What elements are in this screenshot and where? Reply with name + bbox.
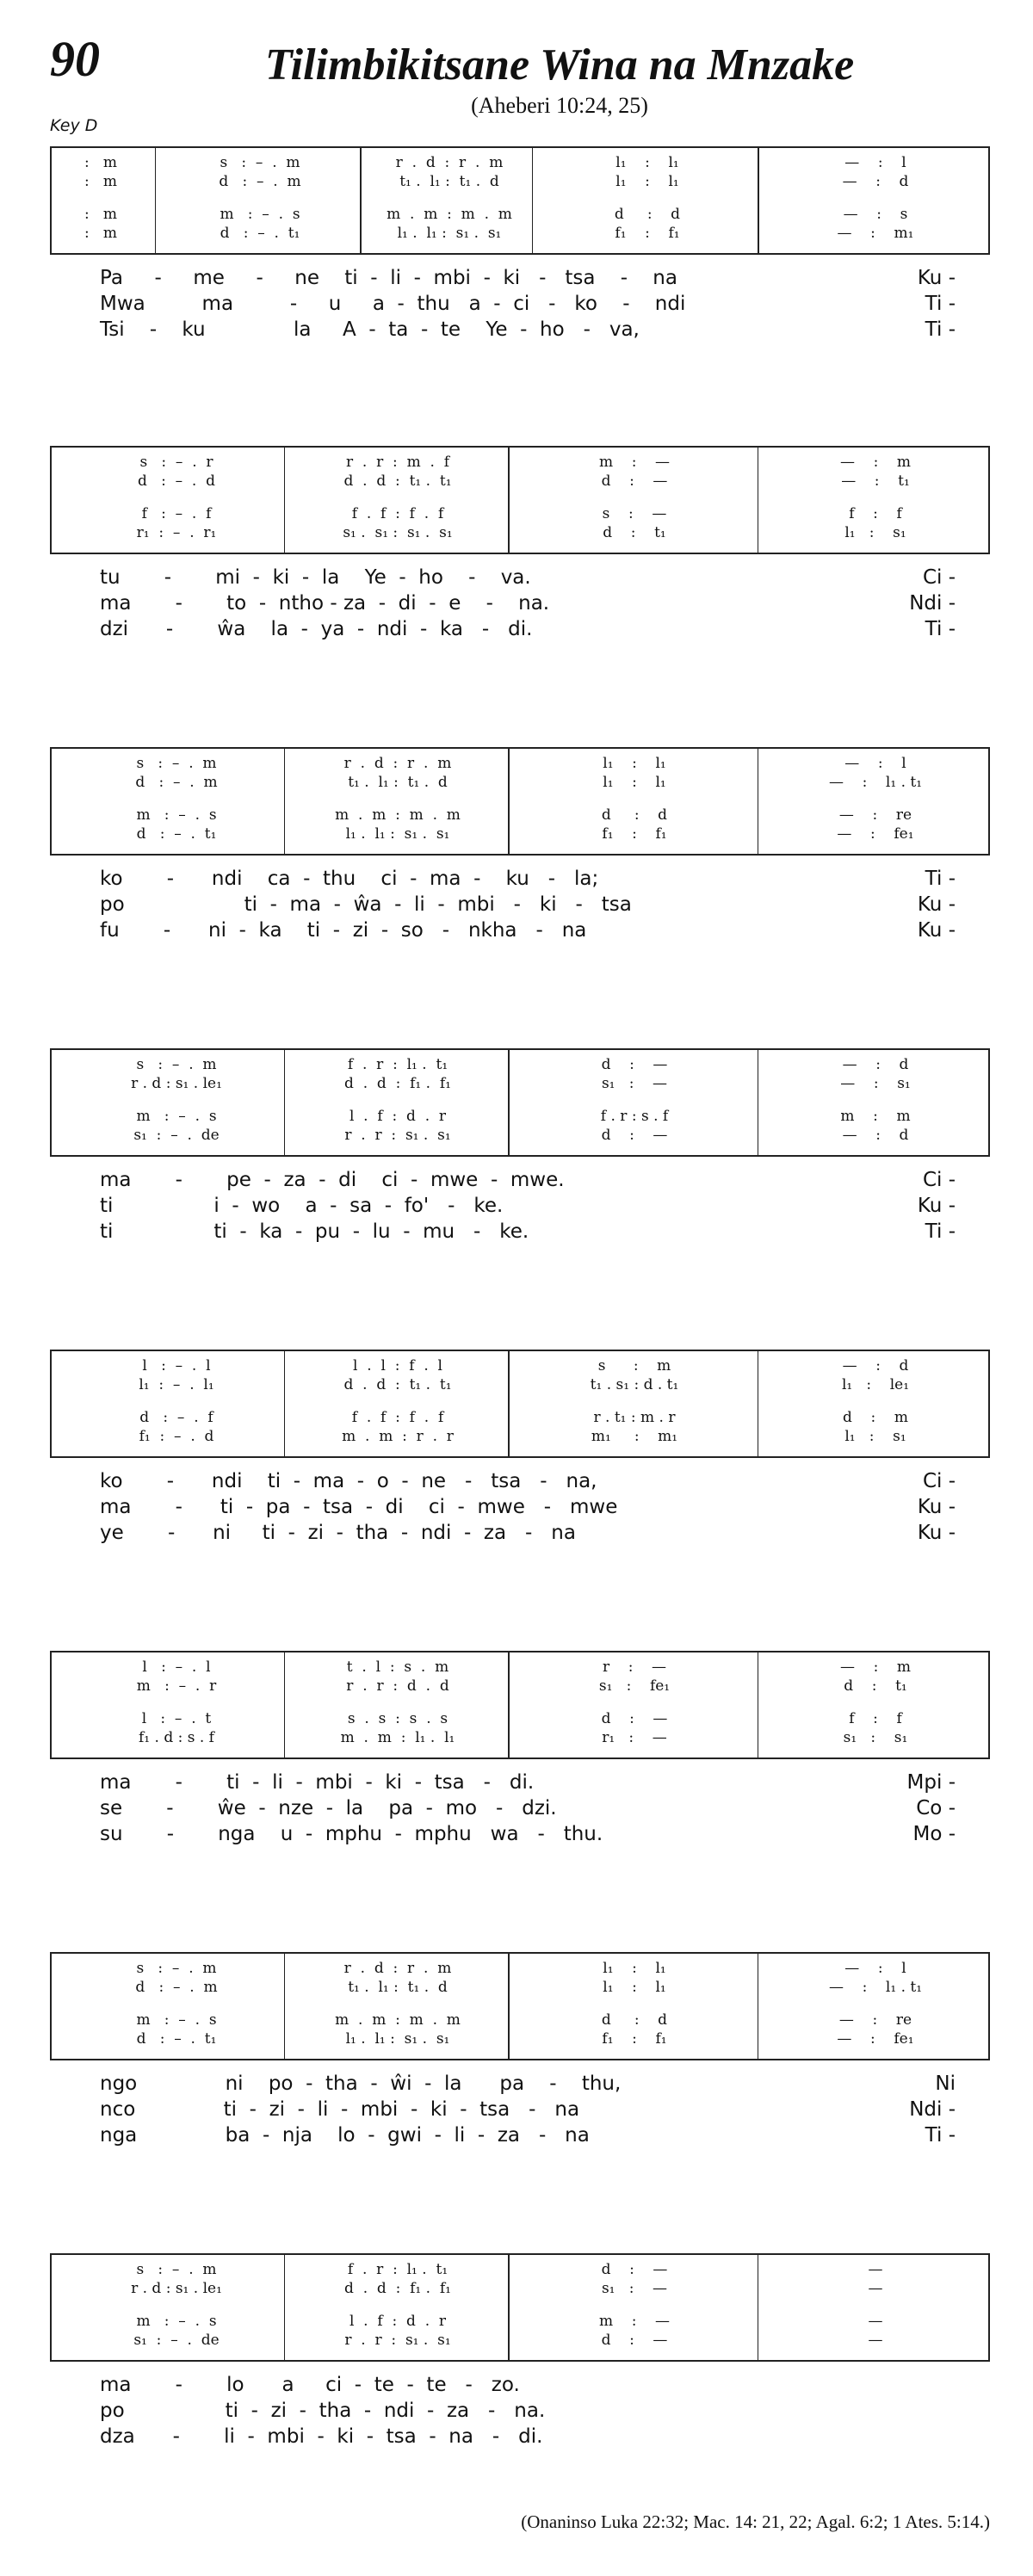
solfa-measure: — : l — [844, 1960, 906, 1977]
lyric-line — [50, 2398, 990, 2424]
lyric-pickup: Ni — [935, 2073, 956, 2095]
solfa-measure: — : fe₁ — [837, 2030, 914, 2048]
solfa-measure: m . m : m . m — [335, 2011, 461, 2029]
solfa-score — [50, 1952, 990, 2060]
solfa-measure: l . f : d . r — [349, 1108, 447, 1125]
lyric-text: ko - ndi ca - thu ci - ma - ku - la; — [100, 868, 599, 890]
lyrics-block — [50, 1770, 990, 1847]
solfa-measure: t₁ . l₁ : t₁ . d — [348, 1979, 448, 1996]
solfa-measure: m . m : m . m — [335, 806, 461, 824]
lyric-pickup: Ti - — [925, 318, 956, 341]
solfa-measure: f₁ . d : s . f — [139, 1729, 214, 1746]
voice-row — [52, 1107, 988, 1126]
voice-row — [52, 1055, 988, 1074]
solfa-measure: d : t₁ — [844, 1677, 907, 1695]
solfa-measure: r . r : d . d — [346, 1677, 449, 1695]
solfa-score — [50, 446, 990, 554]
solfa-measure: — : m — [839, 454, 912, 471]
solfa-measure: s₁ : – . de — [133, 2332, 220, 2349]
solfa-measure: d : m — [843, 1409, 908, 1426]
lyric-text: ye - ni ti - zi - tha - ndi - za - na — [100, 1522, 576, 1544]
lyric-pickup: Ci - — [922, 1169, 956, 1191]
solfa-measure: : m — [84, 225, 118, 242]
solfa-measure: f₁ : f₁ — [602, 825, 667, 843]
solfa-measure: f . f : f . f — [351, 505, 444, 522]
solfa-measure: l₁ : l₁ — [603, 774, 666, 791]
lyric-pickup: Ti - — [925, 868, 956, 890]
solfa-measure: — : l₁ . t₁ — [828, 1979, 923, 1996]
solfa-measure: — : m — [839, 1659, 912, 1676]
solfa-measure: s₁ : s₁ — [843, 1729, 908, 1746]
lyric-line — [50, 2424, 990, 2449]
solfa-measure: d : d — [601, 806, 668, 824]
solfa-measure: f . r : l₁ . t₁ — [347, 2261, 448, 2278]
lyric-pickup: Ti - — [925, 293, 956, 315]
lyric-text: fu - ni - ka ti - zi - so - nkha - na — [100, 919, 587, 942]
voice-row — [52, 153, 988, 172]
lyric-text: dza - li - mbi - ki - tsa - na - di. — [100, 2425, 543, 2448]
lyrics-block — [50, 265, 990, 343]
lyric-text: ma - pe - za - di ci - mwe - mwe. — [100, 1169, 565, 1191]
solfa-measure: — : l — [844, 755, 906, 772]
lyric-pickup: Ti - — [925, 1220, 956, 1243]
key-signature: Key D — [50, 116, 98, 135]
solfa-measure: d : – . f — [139, 1409, 213, 1426]
solfa-measure: s : – . m — [136, 1056, 217, 1073]
lyric-pickup: Ku - — [917, 1522, 956, 1544]
solfa-measure: t₁ . l₁ : t₁ . d — [348, 774, 448, 791]
solfa-measure: — — [868, 2313, 883, 2330]
solfa-measure: l₁ . l₁ : s₁ . s₁ — [345, 825, 450, 843]
solfa-measure: l₁ : l₁ — [615, 173, 679, 190]
solfa-score — [50, 1048, 990, 1157]
lyric-text: tu - mi - ki - la Ye - ho - va. — [100, 566, 531, 589]
lyric-pickup: Ndi - — [909, 2098, 956, 2121]
voice-row — [52, 1658, 988, 1677]
lyric-text: po ti - zi - tha - ndi - za - na. — [100, 2400, 546, 2422]
solfa-measure: d : — — [601, 1056, 668, 1073]
solfa-measure: f : f — [849, 505, 902, 522]
voice-row — [52, 1408, 988, 1427]
solfa-measure: l₁ : s₁ — [844, 1428, 906, 1445]
music-system-3 — [50, 747, 990, 943]
lyric-text: nga ba - nja lo - gwi - li - za - na — [100, 2124, 590, 2147]
solfa-measure: r . d : r . m — [343, 755, 452, 772]
solfa-measure: l₁ . l₁ : s₁ . s₁ — [397, 225, 502, 242]
solfa-measure: t₁ . s₁ : d . t₁ — [590, 1376, 679, 1393]
solfa-measure: f₁ : f₁ — [602, 2030, 667, 2048]
solfa-measure: f . r : l₁ . t₁ — [347, 1056, 448, 1073]
solfa-measure: l . f : d . r — [349, 2313, 447, 2330]
solfa-measure: r . t₁ : m . r — [593, 1409, 676, 1426]
lyric-pickup: Ndi - — [909, 592, 956, 615]
solfa-measure: l . l : f . l — [353, 1357, 442, 1374]
lyric-pickup: Mo - — [912, 1823, 956, 1845]
solfa-measure: d : – . m — [219, 173, 301, 190]
lyric-pickup: Ku - — [917, 267, 956, 289]
lyric-text: Pa - me - ne ti - li - mbi - ki - tsa - na — [100, 267, 677, 289]
lyric-line — [50, 616, 990, 642]
lyric-pickup: Ku - — [917, 1496, 956, 1518]
lyric-text: ma - lo a ci - te - te - zo. — [100, 2374, 520, 2396]
voice-row — [52, 1375, 988, 1394]
solfa-measure: m : – . s — [136, 2313, 217, 2330]
music-system-4 — [50, 1048, 990, 1245]
lyric-pickup: Ti - — [925, 2124, 956, 2147]
solfa-measure: s₁ . s₁ : s₁ . s₁ — [343, 524, 453, 541]
lyric-pickup: Ti - — [925, 618, 956, 640]
cross-references: (Onaninso Luka 22:32; Mac. 14: 21, 22; Agal. 6:2; 1 Ates. 5:14.) — [521, 2511, 990, 2532]
lyric-text: dzi - ŵa la - ya - ndi - ka - di. — [100, 618, 533, 640]
lyric-line — [50, 291, 990, 317]
solfa-measure: s : – . m — [220, 154, 300, 171]
lyric-line — [50, 2372, 990, 2398]
solfa-measure: r . r : s₁ . s₁ — [344, 1127, 451, 1144]
solfa-measure: d . d : t₁ . t₁ — [343, 473, 452, 490]
solfa-measure: m : — — [598, 454, 671, 471]
solfa-measure: s : – . r — [139, 454, 213, 471]
solfa-measure: r : — — [602, 1659, 667, 1676]
voice-row — [52, 1126, 988, 1145]
lyric-line — [50, 1167, 990, 1193]
solfa-measure: — : s₁ — [840, 1075, 911, 1092]
voice-row — [52, 504, 988, 523]
solfa-measure: : m — [84, 206, 118, 223]
solfa-measure: m : – . s — [136, 1108, 217, 1125]
music-system-1 — [50, 146, 990, 343]
voice-row — [52, 453, 988, 472]
voice-row — [52, 1728, 988, 1747]
voice-row — [52, 825, 988, 843]
solfa-measure: d : — — [601, 2332, 668, 2349]
solfa-measure: — — [868, 2280, 883, 2297]
solfa-measure: — — [868, 2261, 883, 2278]
solfa-measure: t . l : s . m — [346, 1659, 449, 1676]
voice-row — [52, 2260, 988, 2279]
solfa-measure: m . m : r . r — [342, 1428, 454, 1445]
lyric-pickup: Mpi - — [906, 1771, 956, 1794]
solfa-measure: m : — — [598, 2313, 671, 2330]
voice-row — [52, 1959, 988, 1978]
lyric-line — [50, 590, 990, 616]
solfa-measure: d : – . d — [137, 473, 216, 490]
lyric-text: ngo ni po - tha - ŵi - la pa - thu, — [100, 2073, 622, 2095]
solfa-measure: l : – . t — [141, 1710, 212, 1727]
lyric-text: nco ti - zi - li - mbi - ki - tsa - na — [100, 2098, 580, 2121]
solfa-measure: f₁ : f₁ — [615, 225, 680, 242]
solfa-measure: d : – . t₁ — [136, 825, 217, 843]
solfa-measure: r . r : s₁ . s₁ — [344, 2332, 451, 2349]
solfa-measure: — — [868, 2332, 883, 2349]
solfa-measure: f . f : f . f — [351, 1409, 444, 1426]
lyric-line — [50, 1770, 990, 1795]
solfa-measure: s₁ : — — [601, 1075, 668, 1092]
solfa-measure: m : – . r — [136, 1677, 217, 1695]
voice-row — [52, 754, 988, 773]
solfa-measure: — : s — [843, 206, 908, 223]
solfa-measure: m . m : l₁ . l₁ — [340, 1729, 455, 1746]
lyric-pickup: Co - — [916, 1797, 956, 1819]
voice-row — [52, 2331, 988, 2350]
solfa-measure: m : – . s — [220, 206, 300, 223]
solfa-measure: l : – . l — [142, 1357, 211, 1374]
solfa-measure: l : – . l — [142, 1659, 211, 1676]
voice-row — [52, 1978, 988, 1997]
solfa-measure: : m — [84, 154, 118, 171]
solfa-measure: — : d — [842, 1357, 909, 1374]
lyrics-block — [50, 1468, 990, 1546]
lyric-line — [50, 1219, 990, 1245]
solfa-measure: d . d : f₁ . f₁ — [344, 2280, 451, 2297]
lyric-line — [50, 1468, 990, 1494]
solfa-measure: d : – . m — [135, 774, 218, 791]
lyric-pickup: Ku - — [917, 919, 956, 942]
scripture-reference: (Aheberi 10:24, 25) — [471, 93, 648, 118]
lyric-line — [50, 1795, 990, 1821]
solfa-measure: f . r : s . f — [600, 1108, 669, 1125]
lyric-line — [50, 2122, 990, 2148]
solfa-measure: — : d — [842, 1127, 909, 1144]
solfa-measure: d : — — [601, 473, 668, 490]
lyric-text: ma - ti - li - mbi - ki - tsa - di. — [100, 1771, 535, 1794]
music-system-7 — [50, 1952, 990, 2148]
solfa-measure: m : – . s — [136, 2011, 217, 2029]
voice-row — [52, 1427, 988, 1446]
music-system-5 — [50, 1350, 990, 1546]
lyric-text: ko - ndi ti - ma - o - ne - tsa - na, — [100, 1470, 597, 1492]
solfa-measure: f₁ : – . d — [139, 1428, 214, 1445]
solfa-measure: s₁ : — — [601, 2280, 668, 2297]
solfa-measure: d : – . t₁ — [136, 2030, 217, 2048]
voice-row — [52, 472, 988, 491]
lyric-pickup: Ci - — [922, 566, 956, 589]
lyric-pickup: Ci - — [922, 1470, 956, 1492]
music-system-8 — [50, 2253, 990, 2449]
solfa-measure: — : t₁ — [841, 473, 910, 490]
solfa-measure: d : d — [614, 206, 681, 223]
solfa-measure: r₁ : — — [602, 1729, 667, 1746]
solfa-measure: : m — [84, 173, 118, 190]
solfa-measure: d : d — [601, 2011, 668, 2029]
solfa-measure: l₁ : – . l₁ — [139, 1376, 214, 1393]
music-system-2 — [50, 446, 990, 642]
solfa-measure: f : f — [849, 1710, 902, 1727]
lyric-line — [50, 1821, 990, 1847]
voice-row — [52, 205, 988, 224]
solfa-measure: d : t₁ — [603, 524, 666, 541]
lyric-pickup: Ku - — [917, 1195, 956, 1217]
solfa-measure: l₁ : le₁ — [841, 1376, 910, 1393]
voice-row — [52, 2011, 988, 2029]
solfa-measure: r . d : r . m — [343, 1960, 452, 1977]
solfa-measure: m₁ : m₁ — [591, 1428, 678, 1445]
lyrics-block — [50, 1167, 990, 1245]
solfa-measure: r . r : m . f — [345, 454, 450, 471]
voice-row — [52, 523, 988, 542]
music-system-6 — [50, 1651, 990, 1847]
hymn-number: 90 — [50, 31, 100, 87]
lyric-text: ma - to - ntho - za - di - e - na. — [100, 592, 550, 615]
lyric-text: ti ti - ka - pu - lu - mu - ke. — [100, 1220, 529, 1243]
solfa-measure: r . d : s₁ . le₁ — [131, 2280, 222, 2297]
solfa-measure: — : l₁ . t₁ — [828, 774, 923, 791]
voice-row — [52, 224, 988, 243]
solfa-measure: d : – . t₁ — [220, 225, 300, 242]
lyric-text: Mwa ma - u a - thu a - ci - ko - ndi — [100, 293, 686, 315]
solfa-measure: d : — — [601, 2261, 668, 2278]
solfa-measure: — : l — [844, 154, 906, 171]
solfa-score — [50, 747, 990, 856]
voice-row — [52, 2029, 988, 2048]
lyric-line — [50, 1494, 990, 1520]
voice-row — [52, 172, 988, 191]
solfa-measure: d : – . m — [135, 1979, 218, 1996]
lyric-line — [50, 892, 990, 917]
solfa-measure: r . d : r . m — [395, 154, 504, 171]
solfa-score — [50, 1651, 990, 1759]
voice-row — [52, 2279, 988, 2298]
solfa-measure: m : – . s — [136, 806, 217, 824]
solfa-measure: — : d — [842, 1056, 909, 1073]
solfa-measure: m : m — [840, 1108, 911, 1125]
lyric-line — [50, 1520, 990, 1546]
lyric-text: se - ŵe - nze - la pa - mo - dzi. — [100, 1797, 557, 1819]
solfa-measure: r₁ : – . r₁ — [136, 524, 217, 541]
voice-row — [52, 1074, 988, 1093]
solfa-measure: s : — — [602, 505, 667, 522]
lyric-text: po ti - ma - ŵa - li - mbi - ki - tsa — [100, 893, 632, 916]
solfa-score — [50, 146, 990, 255]
solfa-measure: s : m — [597, 1357, 671, 1374]
lyrics-block — [50, 2372, 990, 2449]
hymn-title: Tilimbikitsane Wina na Mnzake — [264, 40, 855, 90]
solfa-measure: m . m : m . m — [387, 206, 512, 223]
voice-row — [52, 806, 988, 825]
voice-row — [52, 2312, 988, 2331]
voice-row — [52, 1356, 988, 1375]
lyric-line — [50, 866, 990, 892]
solfa-score — [50, 2253, 990, 2362]
solfa-measure: l₁ : l₁ — [603, 1979, 666, 1996]
solfa-measure: s₁ : – . de — [133, 1127, 220, 1144]
solfa-measure: — : d — [842, 173, 909, 190]
lyric-line — [50, 2071, 990, 2097]
voice-row — [52, 1709, 988, 1728]
lyric-text: Tsi - ku la A - ta - te Ye - ho - va, — [100, 318, 640, 341]
lyric-text: ti i - wo a - sa - fo' - ke. — [100, 1195, 504, 1217]
solfa-measure: — : re — [838, 806, 912, 824]
solfa-measure: l₁ . l₁ : s₁ . s₁ — [345, 2030, 450, 2048]
lyrics-block — [50, 866, 990, 943]
solfa-measure: d : — — [601, 1710, 668, 1727]
solfa-measure: d . d : f₁ . f₁ — [344, 1075, 451, 1092]
solfa-measure: l₁ : s₁ — [844, 524, 906, 541]
solfa-measure: d . d : t₁ . t₁ — [343, 1376, 452, 1393]
solfa-measure: l₁ : l₁ — [603, 755, 666, 772]
lyrics-block — [50, 565, 990, 642]
solfa-measure: f : – . f — [141, 505, 212, 522]
lyric-line — [50, 2097, 990, 2122]
lyric-line — [50, 917, 990, 943]
solfa-measure: r . d : s₁ . le₁ — [131, 1075, 222, 1092]
lyric-line — [50, 265, 990, 291]
lyric-text: ma - ti - pa - tsa - di ci - mwe - mwe — [100, 1496, 618, 1518]
solfa-score — [50, 1350, 990, 1458]
lyric-line — [50, 565, 990, 590]
solfa-measure: d : — — [601, 1127, 668, 1144]
solfa-measure: s : – . m — [136, 755, 217, 772]
solfa-measure: s . s : s . s — [347, 1710, 448, 1727]
lyric-line — [50, 1193, 990, 1219]
voice-row — [52, 1677, 988, 1696]
solfa-measure: s₁ : fe₁ — [598, 1677, 671, 1695]
solfa-measure: s : – . m — [136, 2261, 217, 2278]
solfa-measure: s : – . m — [136, 1960, 217, 1977]
lyrics-block — [50, 2071, 990, 2148]
solfa-measure: — : m₁ — [837, 225, 914, 242]
lyric-line — [50, 317, 990, 343]
solfa-measure: — : fe₁ — [837, 825, 914, 843]
solfa-measure: l₁ : l₁ — [615, 154, 679, 171]
lyric-text: su - nga u - mphu - mphu wa - thu. — [100, 1823, 603, 1845]
solfa-measure: — : re — [838, 2011, 912, 2029]
voice-row — [52, 773, 988, 792]
lyric-pickup: Ku - — [917, 893, 956, 916]
solfa-measure: l₁ : l₁ — [603, 1960, 666, 1977]
solfa-measure: t₁ . l₁ : t₁ . d — [399, 173, 499, 190]
